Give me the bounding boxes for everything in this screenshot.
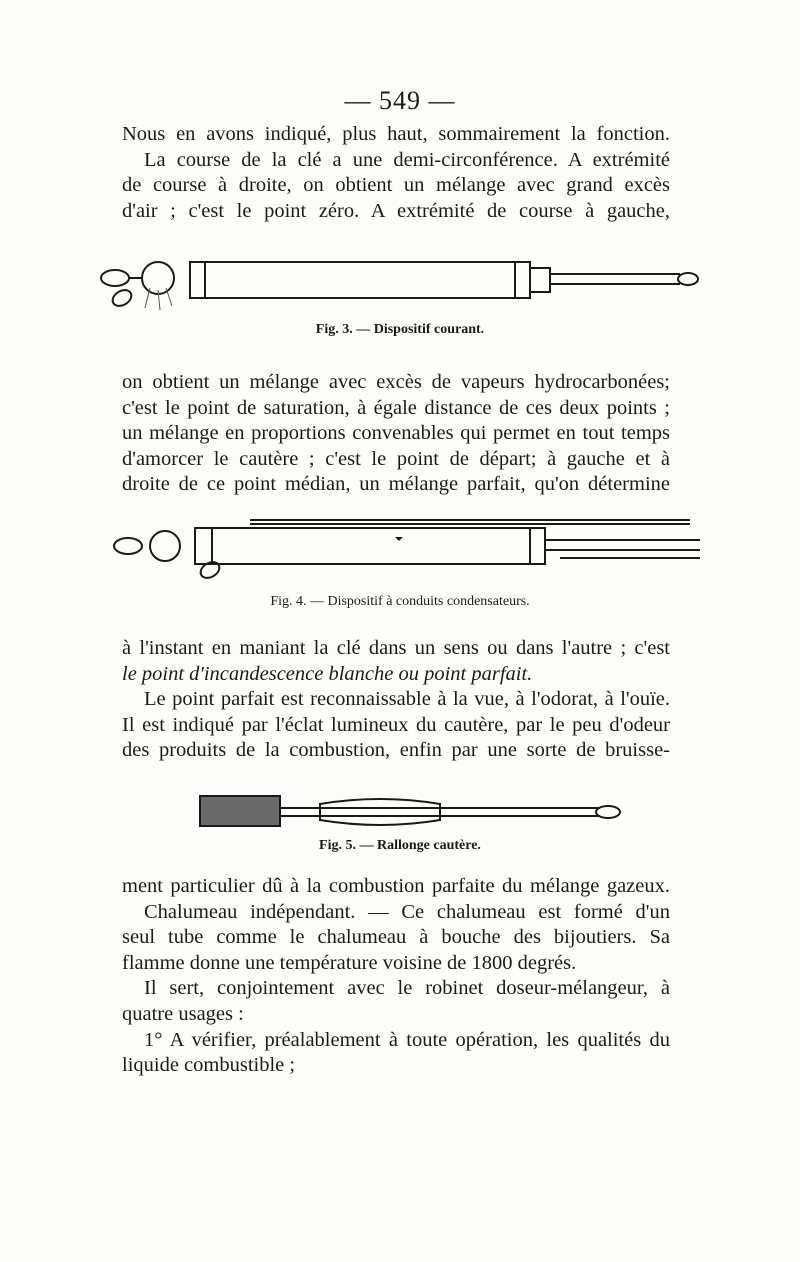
paragraph-1 <box>122 122 670 224</box>
text-line: seul tube comme le chalumeau à bouche des bijoutiers. Sa <box>122 926 670 949</box>
page-number: — 549 — <box>344 86 456 115</box>
figure-5 <box>0 782 800 860</box>
text-line: ment particulier dû à la combustion parfaite du mélange gazeux. <box>122 875 670 897</box>
figure-4-caption: Fig. 4. — Dispositif à conduits condensateurs. <box>270 594 530 609</box>
text-line: des produits de la combustion, enfin par une sorte de bruisse- <box>122 739 670 762</box>
text-line: Il est indiqué par l'éclat lumineux du cautère, par le peu d'odeur <box>122 713 670 736</box>
text-line: c'est le point de saturation, à égale distance de ces deux points ; <box>122 396 670 419</box>
text-line: on obtient un mélange avec excès de vapeurs hydrocarbonées; <box>122 371 670 393</box>
text-line: quatre usages : <box>122 1002 244 1025</box>
text-line: droite de ce point médian, un mélange parfait, qu'on détermine <box>122 473 670 496</box>
figure-4 <box>0 518 800 618</box>
paragraph-2 <box>122 370 670 498</box>
text-line: liquide combustible ; <box>122 1054 296 1077</box>
figure-3-caption: Fig. 3. — Dispositif courant. <box>315 322 485 337</box>
figure-5-caption: Fig. 5. — Rallonge cautère. <box>319 838 481 853</box>
text-line: d'air ; c'est le point zéro. A extrémité de course à gauche, <box>122 199 670 222</box>
text-line: Le point parfait est reconnaissable à la vue, à l'odorat, à l'ouïe. <box>144 688 670 711</box>
text-line: à l'instant en maniant la clé dans un sens ou dans l'autre ; c'est <box>122 637 670 659</box>
paragraph-4 <box>122 874 670 1079</box>
text-line: Chalumeau indépendant. — Ce chalumeau est formé d'un <box>144 900 670 923</box>
text-line: un mélange en proportions convenables qui permet en tout temps <box>122 422 670 445</box>
paragraph-3 <box>122 636 670 764</box>
text-line: Nous en avons indiqué, plus haut, sommairement la fonction. <box>122 123 670 145</box>
text-line: 1° A vérifier, préalablement à toute opération, les qualités du <box>144 1028 670 1051</box>
text-line: le point d'incandescence blanche ou point parfait. <box>122 662 533 685</box>
text-line: flamme donne une température voisine de 1800 degrés. <box>122 951 577 974</box>
text-line: Il sert, conjointement avec le robinet doseur-mélangeur, à <box>144 977 670 1000</box>
text-line: d'amorcer le cautère ; c'est le point de départ; à gauche et à <box>122 447 670 470</box>
figure-3 <box>0 250 800 350</box>
text-line: de course à droite, on obtient un mélange avec grand excès <box>122 174 670 197</box>
text-line: La course de la clé a une demi-circonférence. A extrémité <box>144 148 670 171</box>
